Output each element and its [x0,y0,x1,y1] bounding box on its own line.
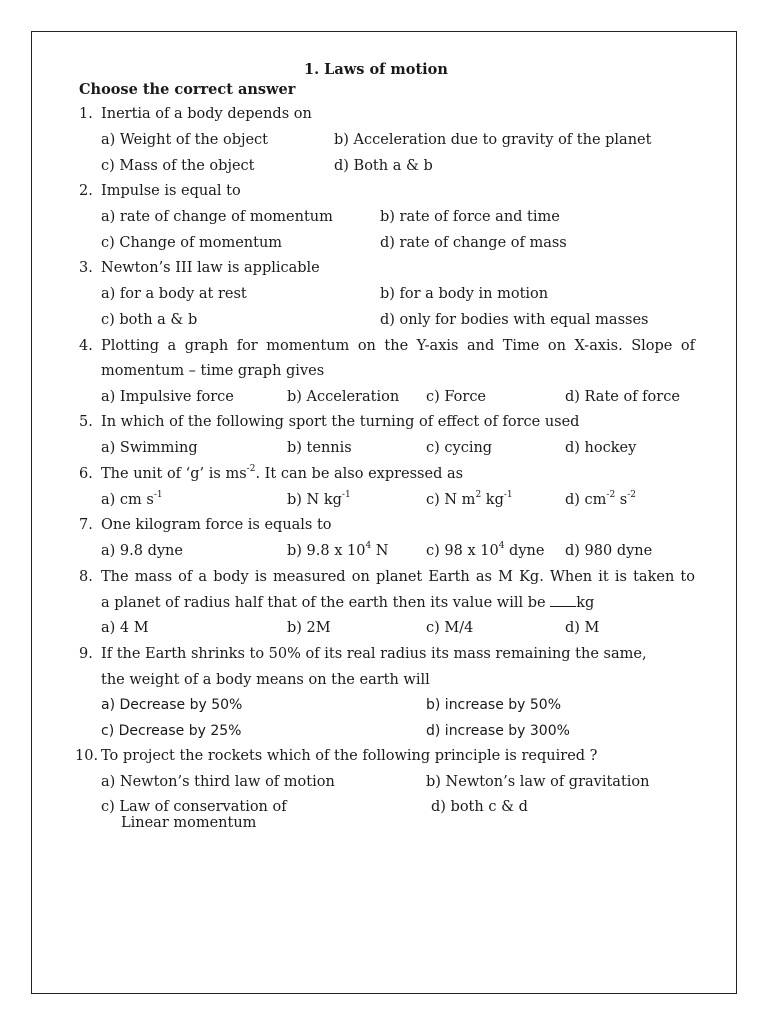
option-d: d) M [565,620,600,636]
question-text: To project the rockets which of the following principle is required ? [101,748,598,764]
question-text: Plotting a graph for momentum on the Y-axis and Time on X-axis. Slope of [101,338,695,354]
question-text-continued: the weight of a body means on the earth will [101,672,430,688]
option-d: d) rate of change of mass [380,235,567,251]
option-a: a) for a body at rest [101,286,247,302]
option-a: a) Impulsive force [101,389,234,405]
question-text [101,466,463,483]
option-text: a) 9.8 dyne [101,543,183,559]
option-b: b) rate of force and time [380,209,560,225]
option-a: a) Decrease by 50% [101,697,243,713]
option-c: c) both a & b [101,312,198,328]
option-b [287,543,389,560]
question-number: 9. [79,646,93,662]
question-text-part: kg [576,595,595,611]
question-number: 2. [79,183,93,199]
option-d: d) only for bodies with equal masses [380,312,649,328]
option-text: kg [481,492,504,508]
option-text: c) N m [426,492,476,508]
option-c [426,543,544,560]
option-text: b) 9.8 x 10 [287,543,366,559]
option-d: d) Rate of force [565,389,680,405]
question-text: One kilogram force is equals to [101,517,332,533]
option-text: dyne [504,543,545,559]
question-number: 10. [75,748,99,764]
option-a: a) rate of change of momentum [101,209,333,225]
option-c: c) cycing [426,440,493,456]
option-text: d) cm [565,492,607,508]
question-number: 4. [79,338,93,354]
page-title: 1. Laws of motion [304,61,448,78]
option-d: d) both c & d [431,799,528,815]
superscript: -1 [153,490,163,501]
option-a [101,492,163,509]
question-number: 6. [79,466,93,482]
option-b: b) increase by 50% [426,697,561,713]
option-c-continued: Linear momentum [121,815,257,831]
question-text: In which of the following sport the turning of effect of force used [101,414,580,430]
option-b [287,492,351,509]
option-a: a) Weight of the object [101,132,269,148]
question-text: Impulse is equal to [101,183,241,199]
superscript: 2 [475,490,482,501]
question-text: Newton’s III law is applicable [101,260,320,276]
option-c [426,492,513,509]
question-text: If the Earth shrinks to 50% of its real radius its mass remaining the same, [101,646,647,662]
superscript: -2 [606,490,616,501]
option-a: a) Swimming [101,440,198,456]
question-number: 5. [79,414,93,430]
option-d: d) Both a & b [334,158,433,174]
answer-blank [550,595,576,607]
option-text: d) 980 dyne [565,543,653,559]
option-c: c) Mass of the object [101,158,255,174]
option-b: b) Acceleration [287,389,400,405]
question-text: The mass of a body is measured on planet Earth as M Kg. When it is taken to [101,569,695,585]
question-text-part: The unit of ‘g’ is ms [101,466,247,482]
superscript: -1 [503,490,513,501]
option-text: c) 98 x 10 [426,543,499,559]
question-text-continued [101,595,594,612]
superscript: -2 [246,464,256,475]
option-c: c) Law of conservation of [101,799,287,815]
option-d: d) increase by 300% [426,723,570,739]
instruction: Choose the correct answer [79,81,296,98]
option-d [565,492,636,509]
option-text: a) cm s [101,492,154,508]
question-number: 1. [79,106,93,122]
question-text: Inertia of a body depends on [101,106,312,122]
superscript: -1 [341,490,351,501]
question-number: 3. [79,260,93,276]
question-text-continued: momentum – time graph gives [101,363,325,379]
option-a [101,543,183,560]
option-d: d) hockey [565,440,637,456]
option-b: b) tennis [287,440,352,456]
question-text-part: . It can be also expressed as [255,466,464,482]
option-c: c) Decrease by 25% [101,723,242,739]
option-text: N [371,543,389,559]
page-border [31,31,737,994]
question-text-part: a planet of radius half that of the earth then its value will be [101,595,551,611]
option-b: b) Newton’s law of gravitation [426,774,650,790]
option-a: a) Newton’s third law of motion [101,774,335,790]
option-b: b) for a body in motion [380,286,549,302]
option-d [565,543,652,560]
option-text: s [615,492,628,508]
option-text: b) N kg [287,492,342,508]
question-number: 8. [79,569,93,585]
question-number: 7. [79,517,93,533]
superscript: 4 [498,541,505,552]
option-b: b) Acceleration due to gravity of the planet [334,132,652,148]
option-c: c) M/4 [426,620,474,636]
superscript: -2 [627,490,637,501]
option-c: c) Force [426,389,487,405]
option-b: b) 2M [287,620,331,636]
option-a: a) 4 M [101,620,149,636]
superscript: 4 [365,541,372,552]
option-c: c) Change of momentum [101,235,283,251]
